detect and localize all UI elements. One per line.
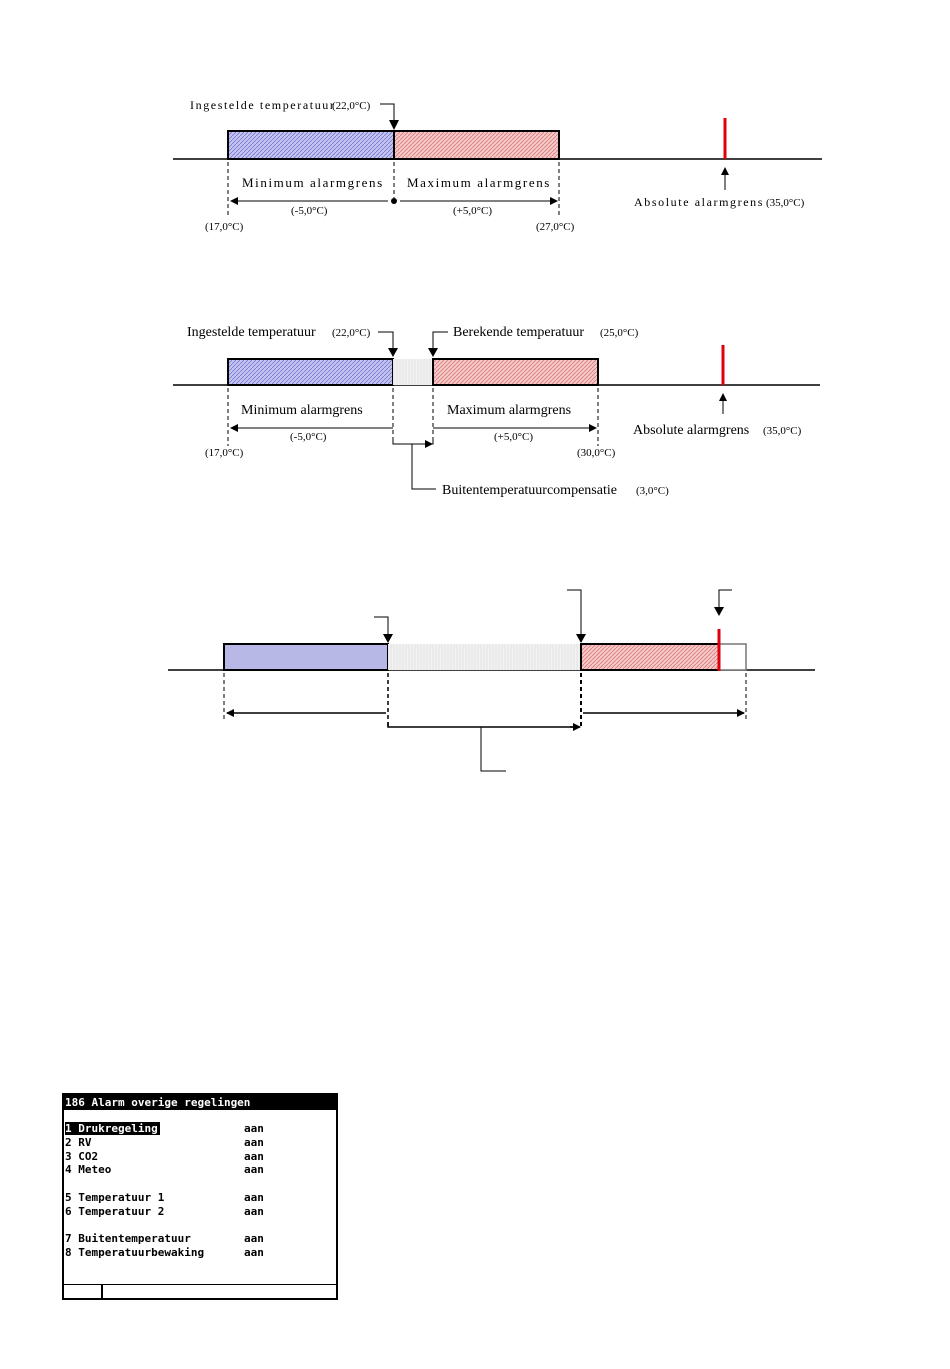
max-offset: (+5,0°C) bbox=[494, 431, 534, 443]
menu-item-label: 4 Meteo bbox=[65, 1163, 112, 1176]
menu-item-temperatuur-1[interactable] bbox=[64, 1191, 336, 1204]
calc-temp-label: Berekende temperatuur bbox=[453, 325, 584, 340]
compensation-leader bbox=[412, 444, 436, 489]
menu-item-label: 1 Drukregeling bbox=[65, 1122, 158, 1135]
low-value: (17,0°C) bbox=[205, 221, 244, 233]
set-temp-label: Ingestelde temperatuur bbox=[190, 98, 336, 112]
calc-temp-value: (25,0°C) bbox=[600, 327, 639, 339]
min-alarm-label: Minimum alarmgrens bbox=[242, 175, 384, 190]
set-temp-value: (22,0°C) bbox=[332, 100, 371, 112]
low-value: (17,0°C) bbox=[205, 447, 244, 459]
compensation-value: (3,0°C) bbox=[636, 485, 669, 497]
max-offset: (+5,0°C) bbox=[453, 205, 493, 217]
menu-item-value: aan bbox=[244, 1136, 264, 1149]
setpoint-dot bbox=[391, 198, 397, 204]
max-alarm-band bbox=[581, 644, 719, 670]
menu-item-co2[interactable] bbox=[64, 1150, 336, 1163]
high-value: (27,0°C) bbox=[536, 221, 575, 233]
menu-item-value: aan bbox=[244, 1205, 264, 1218]
set-temp-arrowhead bbox=[383, 634, 393, 643]
high-value: (30,0°C) bbox=[577, 447, 616, 459]
absolute-value: (35,0°C) bbox=[766, 197, 805, 209]
calc-temp-arrowhead bbox=[428, 348, 438, 357]
absolute-pointer bbox=[719, 590, 732, 609]
absolute-value: (35,0°C) bbox=[763, 425, 802, 437]
status-cell bbox=[64, 1285, 103, 1298]
absolute-label: Absolute alarmgrens bbox=[634, 195, 765, 209]
calc-temp-pointer bbox=[433, 332, 448, 350]
max-alarm-label: Maximum alarmgrens bbox=[407, 175, 551, 190]
menu-item-label: 7 Buitentemperatuur bbox=[65, 1232, 191, 1245]
menu-item-value: aan bbox=[244, 1163, 264, 1176]
menu-item-label: 3 CO2 bbox=[65, 1150, 99, 1163]
menu-item-value: aan bbox=[244, 1232, 264, 1245]
compensation-bracket bbox=[388, 722, 579, 727]
menu-item-temperatuurbewaking[interactable] bbox=[64, 1246, 336, 1259]
min-alarm-label: Minimum alarmgrens bbox=[241, 403, 363, 418]
menu-item-buitentemperatuur[interactable] bbox=[64, 1232, 336, 1245]
set-temp-pointer bbox=[374, 617, 388, 636]
menu-item-value: aan bbox=[244, 1150, 264, 1163]
calc-temp-pointer bbox=[567, 590, 581, 636]
menu-item-label: 6 Temperatuur 2 bbox=[65, 1205, 165, 1218]
compensation-leader bbox=[481, 727, 506, 771]
menu-item-drukregeling[interactable] bbox=[64, 1122, 336, 1135]
min-offset: (-5,0°C) bbox=[290, 431, 327, 443]
menu-item-label: 5 Temperatuur 1 bbox=[65, 1191, 165, 1204]
max-alarm-band bbox=[433, 359, 598, 385]
menu-item-value: aan bbox=[244, 1122, 264, 1135]
set-temp-label: Ingestelde temperatuur bbox=[187, 325, 316, 340]
set-temp-arrowhead bbox=[389, 120, 399, 130]
menu-item-value: aan bbox=[244, 1191, 264, 1204]
min-alarm-band bbox=[224, 644, 388, 670]
compensation-band bbox=[388, 644, 581, 670]
menu-item-value: aan bbox=[244, 1246, 264, 1259]
menu-item-rv[interactable] bbox=[64, 1136, 336, 1149]
status-bar bbox=[64, 1284, 336, 1298]
screen-title: 186 Alarm overige regelingen bbox=[64, 1095, 336, 1110]
diagram-1 bbox=[173, 98, 822, 233]
absolute-arrowhead bbox=[714, 607, 724, 616]
terminal-screen bbox=[62, 1093, 338, 1300]
calc-temp-arrowhead bbox=[576, 634, 586, 643]
min-alarm-band bbox=[228, 131, 394, 159]
set-temp-value: (22,0°C) bbox=[332, 327, 371, 339]
absolute-label: Absolute alarmgrens bbox=[633, 423, 750, 438]
compensation-bracket bbox=[393, 440, 433, 444]
min-offset: (-5,0°C) bbox=[291, 205, 328, 217]
max-alarm-label: Maximum alarmgrens bbox=[447, 403, 572, 418]
max-alarm-band bbox=[394, 131, 559, 159]
menu-item-temperatuur-2[interactable] bbox=[64, 1205, 336, 1218]
diagram-2 bbox=[173, 325, 820, 498]
menu-item-label: 2 RV bbox=[65, 1136, 92, 1149]
compensation-label: Buitentemperatuurcompensatie bbox=[442, 483, 617, 498]
min-alarm-band bbox=[228, 359, 393, 385]
diagram-3 bbox=[168, 590, 815, 771]
compensation-band bbox=[393, 359, 433, 385]
menu-item-label: 8 Temperatuurbewaking bbox=[65, 1246, 205, 1259]
clipped-band bbox=[719, 644, 746, 670]
set-temp-pointer bbox=[378, 332, 393, 350]
set-temp-arrowhead bbox=[388, 348, 398, 357]
menu-item-meteo[interactable] bbox=[64, 1163, 336, 1176]
